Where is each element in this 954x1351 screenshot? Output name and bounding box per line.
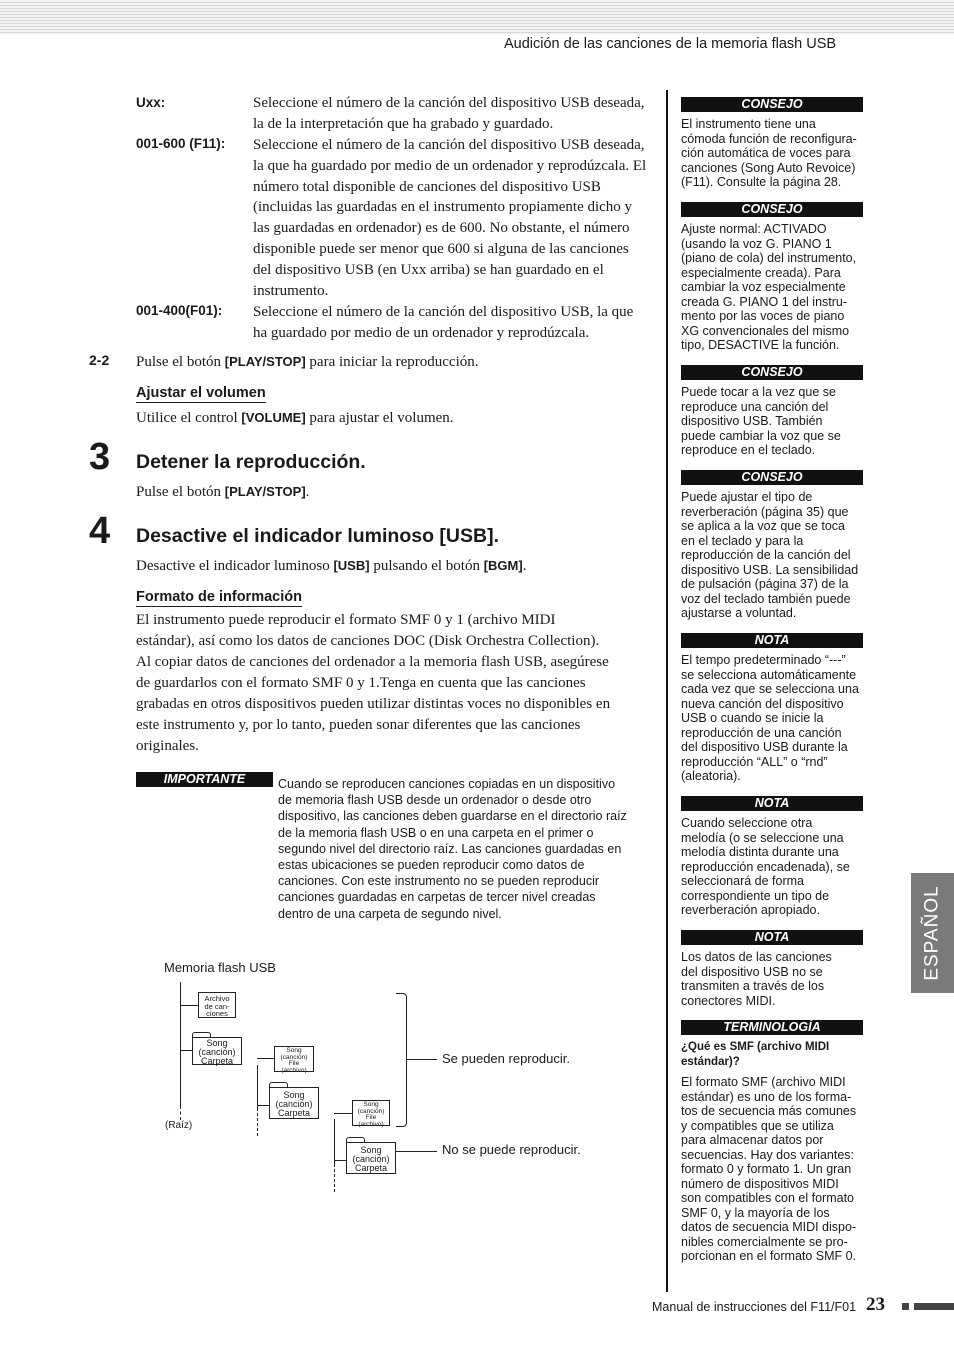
footer-manual-title: Manual de instrucciones del F11/F01: [652, 1300, 857, 1314]
folder-level-1: Song (canción) Carpeta: [192, 1037, 242, 1065]
term-001-400: 001-400(F01):: [136, 303, 223, 318]
running-header: Audición de las canciones de la memoria flash USB: [504, 36, 837, 52]
playable-label: Se pueden reproducir.: [442, 1051, 570, 1066]
term-001-600: 001-600 (F11):: [136, 136, 226, 151]
step-4-text: Desactive el indicador luminoso [USB] pulsando el botón [BGM].: [136, 558, 527, 574]
footer-square: [902, 1303, 909, 1310]
consejo-badge: CONSEJO: [681, 470, 863, 485]
definition-001-400: Seleccione el número de la canción del dispositivo USB, la que ha guardado por medio de un ordenador y reprodúzcala.: [253, 304, 634, 341]
consejo-badge: CONSEJO: [681, 365, 863, 380]
language-tab-label: ESPAÑOL: [921, 885, 943, 981]
step-3-title: Detener la reproducción.: [136, 451, 366, 473]
importante-text: Cuando se reproducen canciones copiadas en un dispositivo de memoria flash USB desde un ordenador o desde otro dispositivo, las canciones deben guardarse en el directorio raíz de la memoria flash USB o en una carpeta en el primer o segundo nivel del directorio raíz. Las canciones guardadas en estas ubicaciones se pueden reproducir como datos de canciones. Con este instrumento no se pueden reproducir canciones guardadas en carpetas de tercer nivel creadas dentro de una carpeta de segundo nivel.: [278, 777, 627, 921]
level-1-song-file: Song (canción) File (archivo): [274, 1046, 314, 1072]
volume-text: Utilice el control [VOLUME] para ajustar el volumen.: [136, 410, 454, 426]
sidebar-note: Ajuste normal: ACTIVADO (usando la voz G. PIANO 1 (piano de cola) del instrumento, especialmente creada). Para cambiar la voz especialmente creada G. PIANO 1 del instru- mento por las voces de piano XG convencionales del mismo tipo, DESACTIVE la función.: [681, 222, 857, 352]
step-2-2-number: 2-2: [89, 352, 110, 368]
nota-badge: NOTA: [681, 633, 863, 648]
sidebar-note: El instrumento tiene una cómoda función de reconfigura- ción automática de voces para canciones (Song Auto Revoice) (F11). Consulte la página 28.: [681, 117, 857, 189]
header-stripe: [0, 0, 954, 34]
language-tab: [911, 873, 954, 993]
play-stop-control: [PLAY/STOP]: [224, 484, 306, 499]
step-3-text: Pulse el botón [PLAY/STOP].: [136, 484, 310, 500]
page-number: 23: [866, 1294, 885, 1315]
step-4-title: Desactive el indicador luminoso [USB].: [136, 525, 499, 547]
definition-uxx: Seleccione el número de la canción del dispositivo USB deseada, la de la interpretación que ha grabado y guardado.: [253, 95, 645, 132]
usb-control: [USB]: [333, 558, 370, 573]
sidebar-note: Puede ajustar el tipo de reverberación (página 35) que se aplica a la voz que se toca en el teclado y para la reproducción de la canción del dispositivo USB. La sensibilidad de pulsación (página 37) de la voz del teclado también puede ajustarse a voluntad.: [681, 490, 859, 620]
importante-badge: IMPORTANTE: [136, 772, 273, 787]
terminology-question: ¿Qué es SMF (archivo MIDI estándar)?: [681, 1041, 830, 1068]
sidebar-divider: [666, 90, 668, 1292]
term-uxx: Uxx:: [136, 95, 166, 110]
bgm-control: [BGM]: [483, 558, 523, 573]
sidebar-note: Puede tocar a la vez que se reproduce una canción del dispositivo USB. También puede cambiar la voz que se reproduce en el teclado.: [681, 385, 841, 457]
nota-badge: NOTA: [681, 930, 863, 945]
footer-bar: [914, 1303, 954, 1310]
consejo-badge: CONSEJO: [681, 202, 863, 217]
terminologia-badge: TERMINOLOGÍA: [681, 1020, 863, 1035]
level-2-song-file: Song (canción) File (archivo): [352, 1100, 390, 1126]
folder-level-3: Song (canción) Carpeta: [346, 1142, 396, 1174]
nota-badge: NOTA: [681, 796, 863, 811]
volume-heading: Ajustar el volumen: [136, 385, 266, 401]
sidebar-note: Los datos de las canciones del dispositivo USB no se transmiten a través de los conectores MIDI.: [681, 950, 832, 1008]
not-playable-label: No se puede reproducir.: [442, 1142, 581, 1157]
definition-001-600: Seleccione el número de la canción del dispositivo USB deseada, la que ha guardado por medio de un ordenador y reprodúzcala. El número total disponible de canciones del dispositivo USB (incluidas las guardadas en el instrumento propiamente dicho y las guardadas en ordenador) es de 600. No obstante, el número disponible puede ser menor que 600 si alguna de las canciones del dispositivo USB (en Uxx arriba) se han guardado en el instrumento.: [253, 137, 647, 299]
folder-level-2: Song (canción) Carpeta: [269, 1087, 319, 1119]
root-label: (Raíz): [165, 1120, 193, 1131]
step-3-number: 3: [89, 436, 111, 478]
consejo-badge: CONSEJO: [681, 97, 863, 112]
format-paragraph: El instrumento puede reproducir el formato SMF 0 y 1 (archivo MIDI estándar), así como los datos de canciones DOC (Disk Orchestra Collection). Al copiar datos de canciones del ordenador a la memoria flash USB, asegúrese de guardarlos con el formato SMF 0 y 1.Tenga en cuenta que las canciones grabadas en otros dispositivos pueden utilizar distintas voces no disponibles en este instrumento y, por lo tanto, pueden sonar diferentes que las canciones originales.: [136, 612, 611, 754]
root-song-file: Archivo de can- ciones: [198, 992, 236, 1018]
format-heading: Formato de información: [136, 589, 302, 605]
terminology-answer: El formato SMF (archivo MIDI estándar) es uno de los forma- tos de secuencia más comunes y compatibles que se utiliza para almacenar datos por secuencias. Hay dos variantes: formato 0 y formato 1. Un gran número de dispositivos MIDI son compatibles con el formato SMF 0, y la mayoría de los datos de secuencia MIDI dispo- nibles comercialmente se pro- porcionan en el formato SMF 0.: [681, 1075, 857, 1263]
playable-bracket: [396, 993, 407, 1127]
step-2-2-text: Pulse el botón [PLAY/STOP] para iniciar la reproducción.: [136, 354, 479, 370]
sidebar-note: Cuando seleccione otra melodía (o se seleccione una melodía distinta durante una reproducción encadenada), se seleccionará de forma correspondiente un tipo de reverberación apropiado.: [681, 816, 850, 917]
play-stop-control: [PLAY/STOP]: [224, 354, 306, 369]
volume-control: [VOLUME]: [241, 410, 306, 425]
diagram-title: Memoria flash USB: [164, 960, 276, 975]
step-4-number: 4: [89, 510, 111, 552]
sidebar-note: El tempo predeterminado “---” se selecciona automáticamente cada vez que se selecciona una nueva canción del dispositivo USB o cuando se inicie la reproducción de una canción del dispositivo USB durante la reproducción “ALL” o “rnd” (aleatoria).: [681, 653, 859, 783]
